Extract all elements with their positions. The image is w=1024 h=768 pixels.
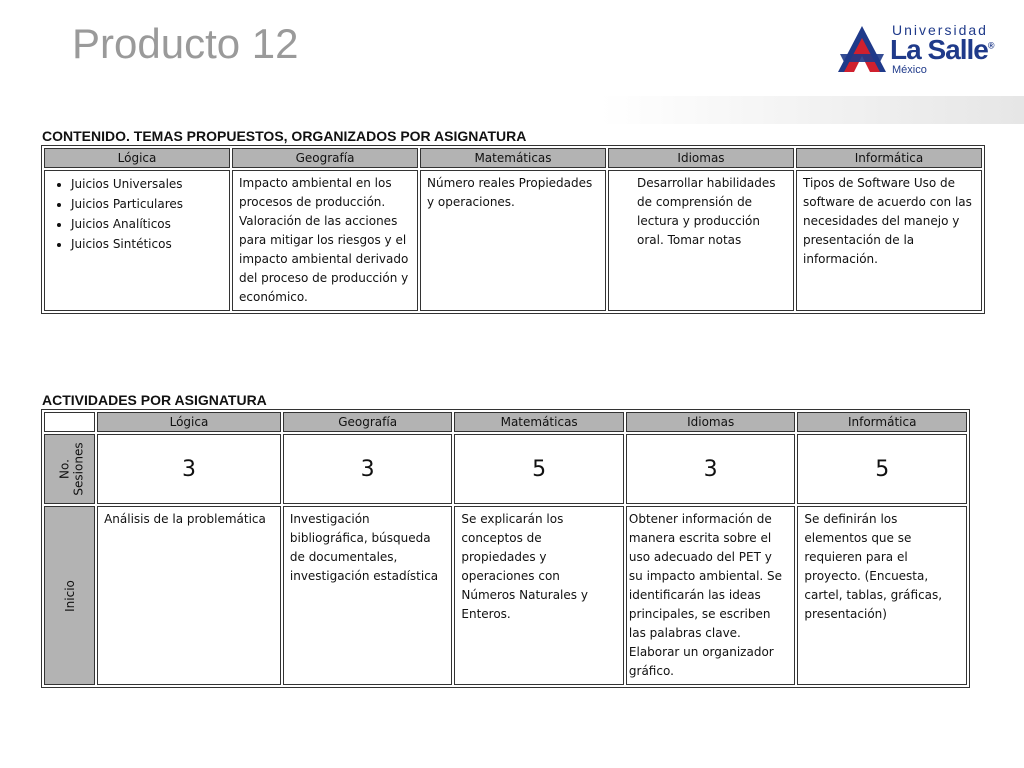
- content-cell-geografia: Impacto ambiental en los procesos de producción. Valoración de las acciones para mitigar los riesgos y el impacto ambiental derivado del proceso de producción y económico.: [232, 170, 418, 311]
- slide-title: Producto 12: [72, 20, 299, 67]
- logo-name: La Salle®: [890, 34, 994, 65]
- content-cell-logica: [44, 170, 230, 311]
- sessions-idiomas: 3: [626, 434, 796, 504]
- content-table: [41, 145, 985, 314]
- activities-header-logica: Lógica: [97, 412, 281, 432]
- content-header-idiomas: Idiomas: [608, 148, 794, 168]
- list-item: • Juicios Analíticos: [71, 214, 223, 234]
- list-item: • Juicios Sintéticos: [71, 234, 223, 254]
- content-header-matematicas: Matemáticas: [420, 148, 606, 168]
- lasalle-logo: [836, 20, 1006, 80]
- content-cell-informatica: Tipos de Software Uso de software de acuerdo con las necesidades del manejo y presentación de la información.: [796, 170, 982, 311]
- content-cell-matematicas: Número reales Propiedades y operaciones.: [420, 170, 606, 311]
- content-cell-idiomas: Desarrollar habilidades de comprensión de lectura y producción oral. Tomar notas: [608, 170, 794, 311]
- inicio-geografia: Investigación bibliográfica, búsqueda de documentales, investigación estadística: [283, 506, 453, 685]
- logica-topic-list: [51, 174, 223, 254]
- sessions-logica: 3: [97, 434, 281, 504]
- logo-country: México: [892, 64, 927, 76]
- inicio-row-label: Inicio: [44, 506, 95, 685]
- inicio-logica: Análisis de la problemática: [97, 506, 281, 685]
- logo-university-label: Universidad: [892, 22, 988, 38]
- content-header-informatica: Informática: [796, 148, 982, 168]
- list-item: • Juicios Particulares: [71, 194, 223, 214]
- lasalle-star-icon: [836, 24, 888, 76]
- activities-corner-cell: [44, 412, 95, 432]
- decorative-band: [600, 96, 1024, 124]
- inicio-matematicas: Se explicarán los conceptos de propiedades y operaciones con Números Naturales y Enteros.: [454, 506, 624, 685]
- list-item: • Juicios Universales: [71, 174, 223, 194]
- activities-table: [41, 409, 970, 688]
- activities-header-matematicas: Matemáticas: [454, 412, 624, 432]
- content-heading: CONTENIDO. TEMAS PROPUESTOS, ORGANIZADOS POR ASIGNATURA: [42, 128, 527, 144]
- sessions-informatica: 5: [797, 434, 967, 504]
- activities-heading: ACTIVIDADES POR ASIGNATURA: [42, 392, 267, 408]
- content-header-geografia: Geografía: [232, 148, 418, 168]
- activities-header-idiomas: Idiomas: [626, 412, 796, 432]
- activities-header-informatica: Informática: [797, 412, 967, 432]
- activities-header-geografia: Geografía: [283, 412, 453, 432]
- content-header-logica: Lógica: [44, 148, 230, 168]
- sessions-matematicas: 5: [454, 434, 624, 504]
- inicio-idiomas: Obtener información de manera escrita sobre el uso adecuado del PET y su impacto ambiental. Se identificarán las ideas principales, se escriben las palabras clave. Elaborar un organizador gráfico.: [626, 506, 796, 685]
- sessions-row-label: No. Sesiones: [44, 434, 95, 504]
- sessions-geografia: 3: [283, 434, 453, 504]
- inicio-informatica: Se definirán los elementos que se requieren para el proyecto. (Encuesta, cartel, tablas, gráficas, presentación): [797, 506, 967, 685]
